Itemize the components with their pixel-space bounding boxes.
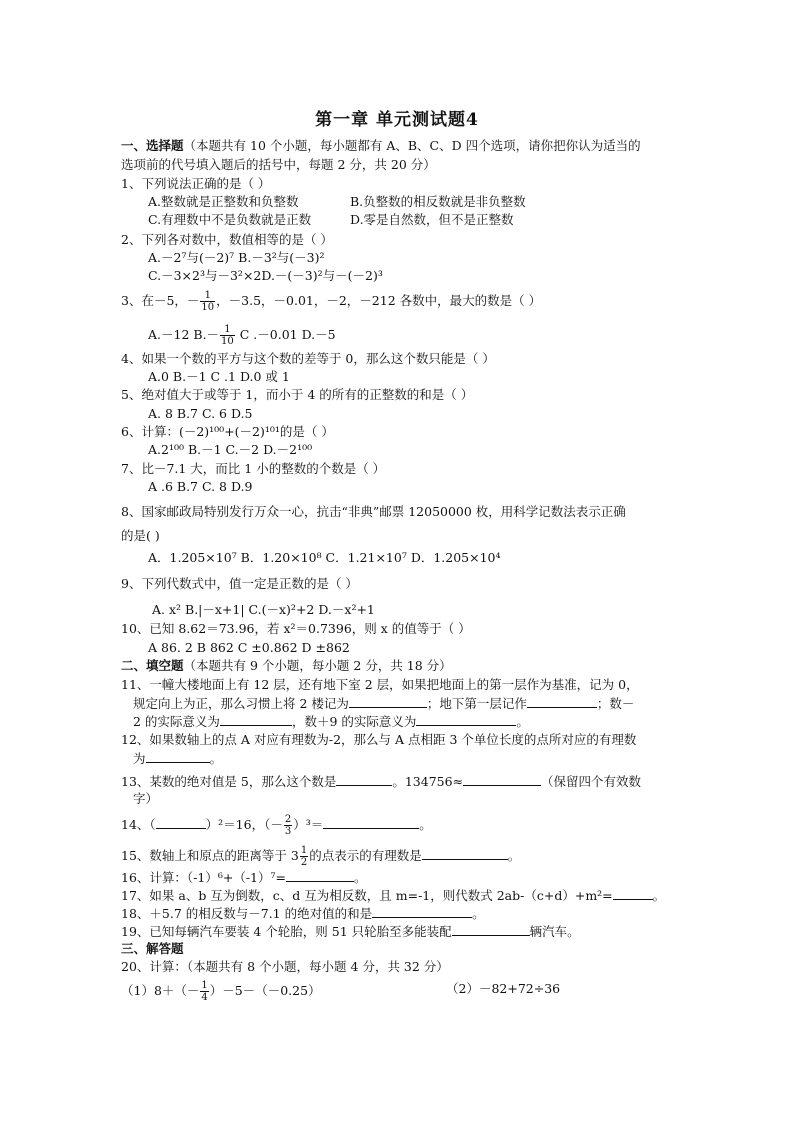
q1-option-b: B.负整数的相反数就是非负整数: [350, 194, 526, 209]
q16-text-b: 。: [353, 870, 367, 885]
q17-line: [121, 886, 665, 905]
page-title: 第一章 单元测试题4: [315, 110, 479, 130]
section-2-header: [121, 657, 452, 675]
q12-line-1: 12、如果数轴上的点 A 对应有理数为-2，那么与 A 点相距 3 个单位长度的点所对应的有理数: [121, 732, 637, 747]
q15-text-a: 15、数轴上和原点的距离等于 3: [121, 848, 299, 863]
q11-text-f: 。: [516, 714, 529, 729]
q7-options: A .6 B.7 C. 8 D.9: [148, 479, 253, 494]
q3-opt-frac-den: 10: [221, 336, 234, 347]
q13-line-1: [121, 772, 641, 791]
q11-text-a: 规定向上为正，那么习惯上将 2 楼记为: [133, 696, 349, 711]
q20-part-2: （2）－82+72÷36: [446, 981, 561, 996]
q3-frac-den: 10: [201, 302, 215, 313]
q18-text-a: 18、＋5.7 的相反数与－7.1 的绝对值的和是: [121, 906, 373, 921]
q4-options: A.0 B.－1 C .1 D.0 或 1: [148, 369, 290, 384]
q3-stem-post: ，－3.5，－0.01，－2，－212 各数中，最大的数是（ ）: [216, 293, 542, 308]
q11-line-1: 11、一幢大楼地面上有 12 层，还有地下室 2 层，如果把地面上的第一层作为基准，记为 0，: [121, 677, 639, 692]
q14-frac-num: 2: [284, 814, 292, 825]
q5-stem: 5、绝对值大于或等于 1，而小于 4 的所有的正整数的和是（ ）: [121, 387, 474, 402]
q14-frac-den: 3: [284, 826, 292, 837]
q12-blank[interactable]: [146, 749, 210, 763]
q11-text-e: ，数＋9 的实际意义为: [291, 714, 417, 729]
q11-line-2: [133, 694, 634, 713]
q11-text-b: ；地下第一层记作: [426, 696, 527, 711]
q14-line: [121, 814, 432, 837]
q15-fraction: [300, 845, 308, 868]
q9-stem: 9、下列代数式中，值一定是正数的是（ ）: [121, 576, 358, 591]
q15-line: [121, 845, 520, 868]
q13-blank-1[interactable]: [336, 772, 392, 786]
q6-options: A.2¹⁰⁰ B.－1 C.－2 D.－2¹⁰⁰: [148, 442, 313, 457]
q3-option-cd: C .－0.01 D.－5: [235, 327, 336, 342]
q20-part-1-b: ）－5－（－0.25）: [209, 983, 321, 998]
q11-text-c: ；数－: [596, 696, 635, 711]
q20-fraction: [200, 980, 208, 1003]
q1-option-c: C.有理数中不是负数就是正数: [148, 212, 312, 227]
section-2-title: 二、填空题: [121, 658, 184, 673]
q14-blank-2[interactable]: [323, 815, 419, 829]
q11-line-3: [133, 712, 529, 731]
q12-text-b: 。: [209, 751, 223, 766]
q18-line: [121, 904, 485, 923]
section-1-desc: （本题共有 10 个小题，每小题都有 A、B、C、D 四个选项，请你把你认为适当的: [183, 138, 641, 153]
q17-blank[interactable]: [613, 886, 653, 900]
q2-options-ab: A.－2⁷与(－2)⁷ B.－3²与(－3)²: [148, 250, 325, 265]
q15-text-b: 的点表示的有理数是: [309, 848, 422, 863]
q15-blank[interactable]: [422, 846, 508, 860]
q20-part-1-a: （1）8＋（－: [121, 983, 200, 998]
q12-text-a: 为: [133, 751, 146, 766]
q13-text-b: 。134756≈: [392, 774, 464, 789]
q20-part-1: [121, 980, 321, 1003]
q11-text-d: 2 的实际意义为: [133, 714, 220, 729]
q3-stem-pre: 3、在－5，－: [121, 293, 200, 308]
q3-fraction: [200, 290, 215, 313]
section-1-desc-2: 选项前的代号填入题后的括号中，每题 2 分，共 20 分）: [121, 157, 436, 172]
section-1-header: [121, 137, 641, 155]
q8-stem-1: 8、国家邮政局特别发行万众一心，抗击“非典”邮票 12050000 枚，用科学记数法表示正确: [121, 504, 626, 519]
q11-blank-1[interactable]: [349, 694, 427, 708]
q19-blank[interactable]: [452, 922, 530, 936]
q1-option-d: D.零是自然数，但不是正整数: [350, 212, 514, 227]
q10-options: A 86. 2 B 862 C ±0.862 D ±862: [148, 640, 350, 655]
q3-stem: [121, 290, 541, 313]
q20-frac-den: 4: [201, 992, 208, 1003]
section-2-desc: （本题共有 9 个小题，每小题 2 分，共 18 分）: [183, 658, 452, 673]
q14-text-b: ）²＝16，（－: [205, 817, 283, 832]
q13-blank-2[interactable]: [463, 772, 541, 786]
q4-stem: 4、如果一个数的平方与这个数的差等于 0，那么这个数只能是（ ）: [121, 351, 495, 366]
q14-text-c: ）³＝: [293, 817, 324, 832]
q10-stem: 10、已知 8.62＝73.96，若 x²＝0.7396，则 x 的值等于（ ）: [121, 621, 471, 636]
q3-options: [148, 324, 336, 347]
q14-fraction: [284, 814, 292, 837]
q13-text-a: 13、某数的绝对值是 5，那么这个数是: [121, 774, 337, 789]
q14-blank-1[interactable]: [156, 815, 206, 829]
q5-options: A. 8 B.7 C. 6 D.5: [148, 406, 253, 421]
q14-text-a: 14、（: [121, 817, 156, 832]
q1-stem: 1、下列说法正确的是（ ）: [121, 176, 271, 191]
q9-options: A. x² B.|－x+1| C.(－x)²+2 D.－x²+1: [152, 602, 375, 617]
q13-line-2: 字）: [133, 791, 159, 806]
q16-text-a: 16、计算：（-1）⁶+（-1）⁷=: [121, 870, 286, 885]
q19-line: [121, 922, 580, 941]
q16-line: [121, 868, 367, 887]
q3-opt-frac-num: 1: [220, 324, 235, 336]
q11-blank-3[interactable]: [220, 712, 292, 726]
q1-option-a: A.整数就是正整数和负整数: [148, 194, 299, 209]
q20-frac-num: 1: [201, 980, 208, 991]
q15-frac-num: 1: [300, 845, 308, 856]
q18-text-b: 。: [472, 906, 485, 921]
q13-text-c: （保留四个有效数: [541, 774, 642, 789]
q17-text-b: 。: [652, 888, 666, 903]
q19-text-b: 辆汽车。: [529, 924, 580, 939]
q15-frac-den: 2: [300, 857, 308, 868]
q3-option-ab: A.－12 B.－: [148, 327, 220, 342]
section-1-title: 一、选择题: [121, 138, 184, 153]
q20-stem: 20、计算：（本题共有 8 个小题，每小题 4 分，共 32 分）: [121, 959, 449, 974]
q18-blank[interactable]: [372, 904, 472, 918]
q15-text-c: 。: [507, 848, 521, 863]
section-3-title: 三、解答题: [121, 941, 184, 956]
q3-frac-num: 1: [200, 290, 215, 302]
q19-text-a: 19、已知每辆汽车要装 4 个轮胎，则 51 只轮胎至多能装配: [121, 924, 452, 939]
q2-stem: 2、下列各对数中，数值相等的是（ ）: [121, 232, 333, 247]
q17-text-a: 17、如果 a、b 互为倒数，c、d 互为相反数，且 m=-1，则代数式 2ab-（c+d）+m²=: [121, 888, 613, 903]
q6-stem: 6、计算：(－2)¹⁰⁰+(－2)¹⁰¹的是（ ）: [121, 424, 334, 439]
q11-blank-2[interactable]: [527, 694, 597, 708]
q8-options: A．1.205×10⁷ B．1.20×10⁸ C．1.21×10⁷ D．1.205×10⁴: [148, 550, 501, 565]
q8-stem-2: 的是( ): [121, 528, 160, 543]
q12-line-2: [133, 749, 222, 768]
q11-blank-4[interactable]: [416, 712, 516, 726]
q14-text-d: 。: [419, 817, 432, 832]
q3-option-fraction: [220, 324, 235, 347]
q16-blank[interactable]: [286, 868, 354, 882]
q7-stem: 7、比－7.1 大，而比 1 小的整数的个数是（ ）: [121, 461, 386, 476]
q2-options-cd: C.－3×2³与－3²×2D.－(－3)²与－(－2)³: [148, 268, 383, 283]
